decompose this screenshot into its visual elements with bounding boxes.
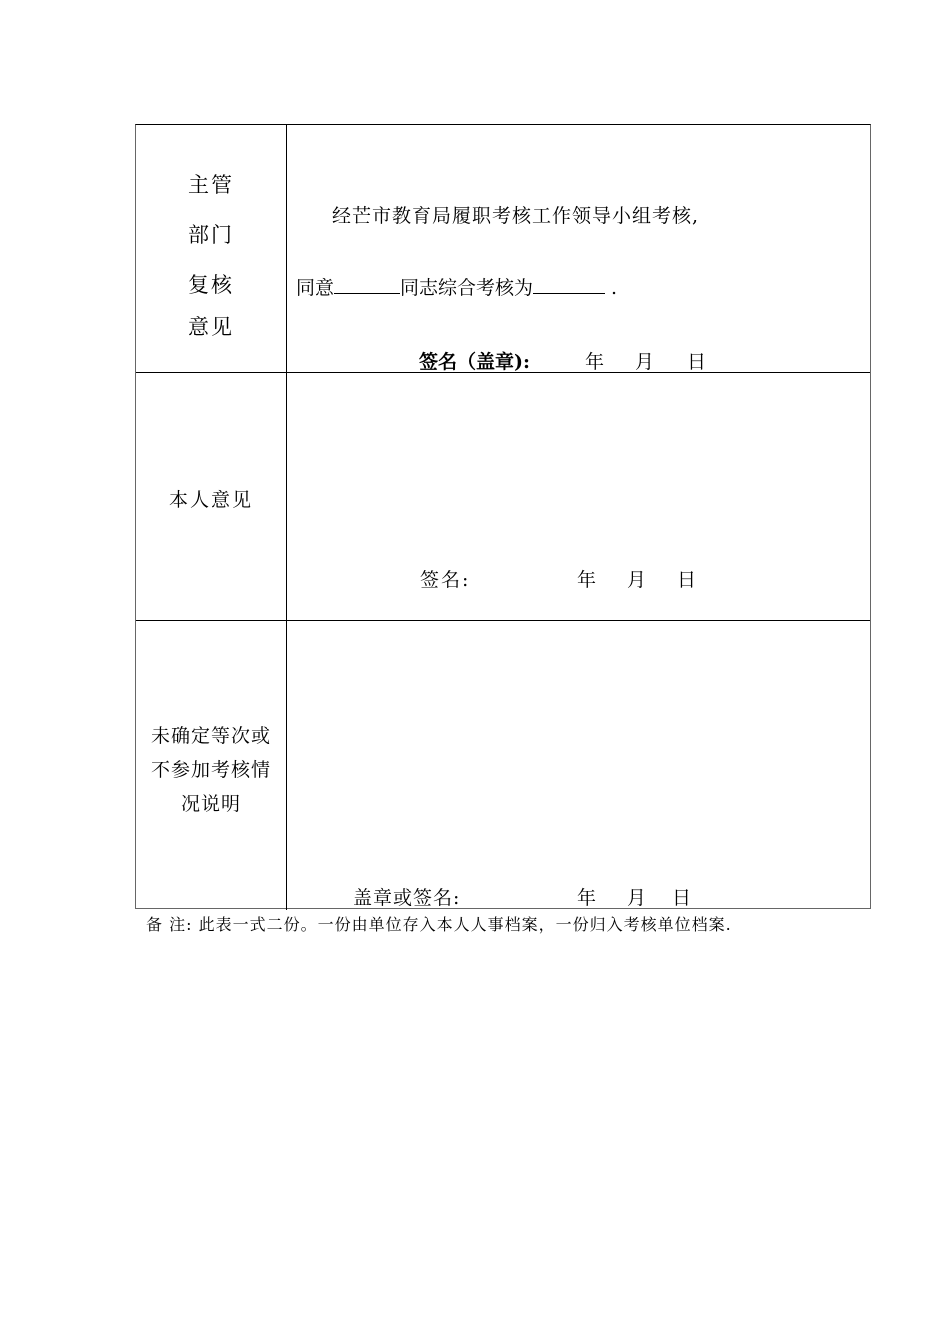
label-line: 主管 — [188, 173, 234, 197]
agree-prefix: 同意 — [296, 277, 335, 299]
grade-blank[interactable] — [533, 275, 605, 294]
date-day: 日 — [687, 351, 707, 373]
label-line: 意见 — [188, 315, 234, 339]
review-statement: 经芒市教育局履职考核工作领导小组考核, — [332, 205, 700, 227]
review-form-table — [135, 124, 871, 909]
date-year: 年 — [585, 351, 605, 373]
signature-label: 签名: — [420, 569, 471, 591]
date-year: 年 — [577, 569, 597, 591]
date-month: 月 — [627, 887, 647, 909]
content-personal-opinion — [287, 373, 870, 620]
date-year: 年 — [577, 887, 597, 909]
date-month: 月 — [627, 569, 647, 591]
agree-line — [296, 273, 617, 300]
content-unrated-explanation — [287, 621, 870, 910]
row-personal-opinion — [136, 373, 870, 621]
label-line: 况说明 — [180, 793, 241, 815]
label-unrated-explanation — [136, 621, 287, 910]
name-blank[interactable] — [334, 275, 400, 294]
label-line: 部门 — [188, 223, 234, 247]
label-line: 复核 — [188, 273, 234, 297]
agree-middle: 同志综合考核为 — [400, 277, 534, 299]
date-day: 日 — [677, 569, 697, 591]
content-department-review — [287, 125, 870, 372]
label-line: 不参加考核情 — [150, 759, 271, 781]
label-personal-opinion — [136, 373, 287, 620]
label-line: 未确定等次或 — [150, 725, 271, 747]
row-unrated-explanation — [136, 621, 870, 910]
label-line: 本人意见 — [168, 489, 253, 511]
signature-seal-label: 签名（盖章): — [419, 351, 531, 373]
seal-or-signature-label: 盖章或签名: — [353, 887, 461, 909]
date-month: 月 — [635, 351, 655, 373]
date-day: 日 — [672, 887, 692, 909]
footnote: 备 注: 此表一式二份。一份由单位存入本人人事档案，一份归入考核单位档案. — [146, 915, 732, 934]
agree-suffix: . — [611, 277, 618, 299]
label-department-review — [136, 125, 287, 372]
row-department-review — [136, 125, 870, 373]
